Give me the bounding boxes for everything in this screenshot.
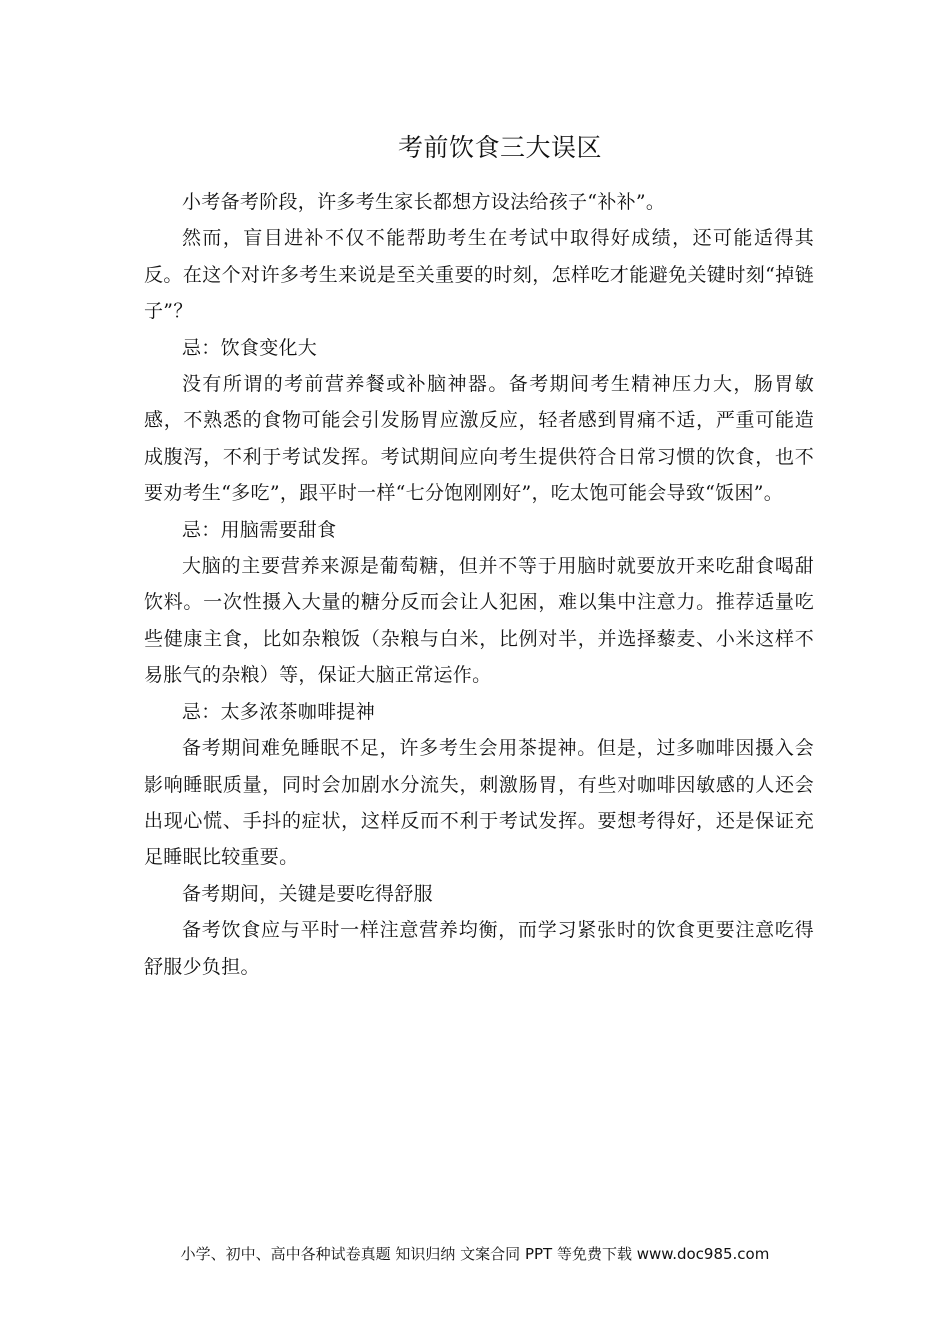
paragraph-diet-change: 没有所谓的考前营养餐或补脑神器。备考期间考生精神压力大，肠胃敏感，不熟悉的食物可能会引发肠胃应激反应，轻者感到胃痛不适，严重可能造成腹泻，不利于考试发挥。考试期间应向考生提供符合日常习惯的饮食，也不要劝考生“多吃”，跟平时一样“七分饱刚刚好”，吃太饱可能会导致“饭困”。 <box>144 373 814 505</box>
heading-tea-coffee: 忌：太多浓茶咖啡提神 <box>182 700 376 723</box>
paragraph-intro: 小考备考阶段，许多考生家长都想方设法给孩子“补补”。 <box>182 191 666 213</box>
paragraph-sweets: 大脑的主要营养来源是葡萄糖，但并不等于用脑时就要放开来吃甜食喝甜饮料。一次性摄入大量的糖分反而会让人犯困，难以集中注意力。推荐适量吃些健康主食，比如杂粮饭（杂粮与白米，比例对半，并选择藜麦、小米这样不易胀气的杂粮）等，保证大脑正常运作。 <box>144 555 814 687</box>
paragraph-comfort: 备考饮食应与平时一样注意营养均衡，而学习紧张时的饮食更要注意吃得舒服少负担。 <box>144 919 814 978</box>
document-title: 考前饮食三大误区 <box>397 133 602 162</box>
paragraph-tea-coffee: 备考期间难免睡眠不足，许多考生会用茶提神。但是，过多咖啡因摄入会影响睡眠质量，同时会加剧水分流失，刺激肠胃，有些对咖啡因敏感的人还会出现心慌、手抖的症状，这样反而不利于考试发挥。要想考得好，还是保证充足睡眠比较重要。 <box>144 737 814 869</box>
footer-text: 小学、初中、高中各种试卷真题 知识归纳 文案合同 PPT 等免费下载 <box>180 1245 632 1263</box>
footer-site-link[interactable]: www.doc985.com <box>636 1245 770 1263</box>
paragraph-however: 然而，盲目进补不仅不能帮助考生在考试中取得好成绩，还可能适得其反。在这个对许多考生来说是至关重要的时刻，怎样吃才能避免关键时刻“掉链子”？ <box>144 227 814 323</box>
heading-sweets: 忌：用脑需要甜食 <box>182 518 337 541</box>
heading-comfort: 备考期间，关键是要吃得舒服 <box>182 882 433 905</box>
heading-diet-change: 忌：饮食变化大 <box>182 336 318 359</box>
page-footer <box>0 1242 950 1266</box>
document-body <box>144 184 814 985</box>
